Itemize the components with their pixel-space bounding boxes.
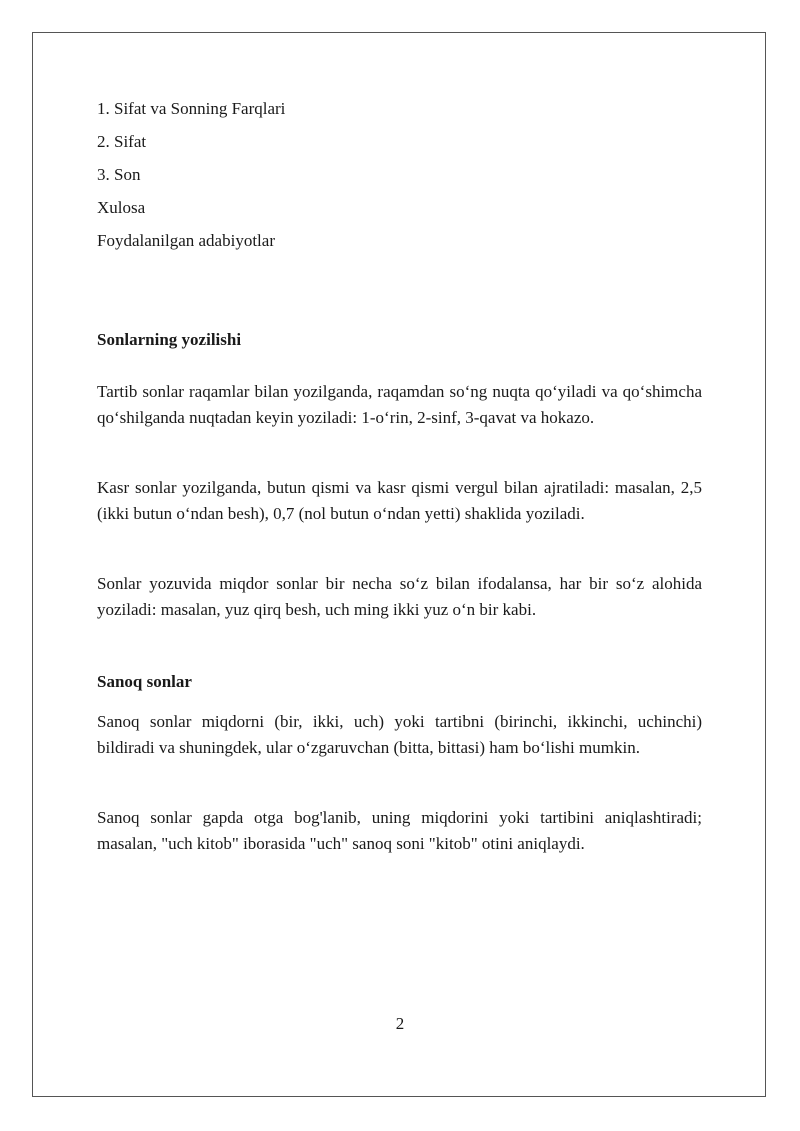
- section-heading: Sonlarning yozilishi: [97, 330, 242, 349]
- section-heading: Sanoq sonlar: [97, 672, 192, 691]
- paragraph: Sanoq sonlar miqdorni (bir, ikki, uch) yoki tartibni (birinchi, ikkinchi, uchinchi) bildiradi va shuningdek, ular o‘zgaruvchan (bitta, bittasi) ham bo‘lishi mumkin.: [97, 712, 702, 757]
- paragraph: Sonlar yozuvida miqdor sonlar bir necha so‘z bilan ifodalansa, har bir so‘z alohida yoziladi: masalan, yuz qirq besh, uch ming ikki yuz o‘n bir kabi.: [97, 574, 702, 619]
- toc-item: Xulosa: [97, 198, 146, 217]
- toc-item: 1. Sifat va Sonning Farqlari: [97, 99, 286, 118]
- paragraph: Sanoq sonlar gapda otga bog'lanib, uning miqdorini yoki tartibini aniqlashtiradi; masalan, "uch kitob" iborasida "uch" sanoq soni "kitob" otini aniqlaydi.: [97, 808, 702, 853]
- toc-item: 2. Sifat: [97, 132, 147, 151]
- page-content: [97, 92, 702, 857]
- paragraph: Tartib sonlar raqamlar bilan yozilganda, raqamdan so‘ng nuqta qo‘yiladi va qo‘shimcha qo‘shilganda nuqtadan keyin yoziladi: 1-o‘rin, 2-sinf, 3-qavat va hokazo.: [97, 382, 702, 427]
- page-number: 2: [395, 1014, 405, 1033]
- toc-item: 3. Son: [97, 165, 141, 184]
- table-of-contents: [97, 92, 702, 257]
- paragraph: Kasr sonlar yozilganda, butun qismi va kasr qismi vergul bilan ajratiladi: masalan, 2,5 (ikki butun o‘ndan besh), 0,7 (nol butun o‘ndan yetti) shaklida yoziladi.: [97, 478, 702, 523]
- toc-item: Foydalanilgan adabiyotlar: [97, 231, 275, 250]
